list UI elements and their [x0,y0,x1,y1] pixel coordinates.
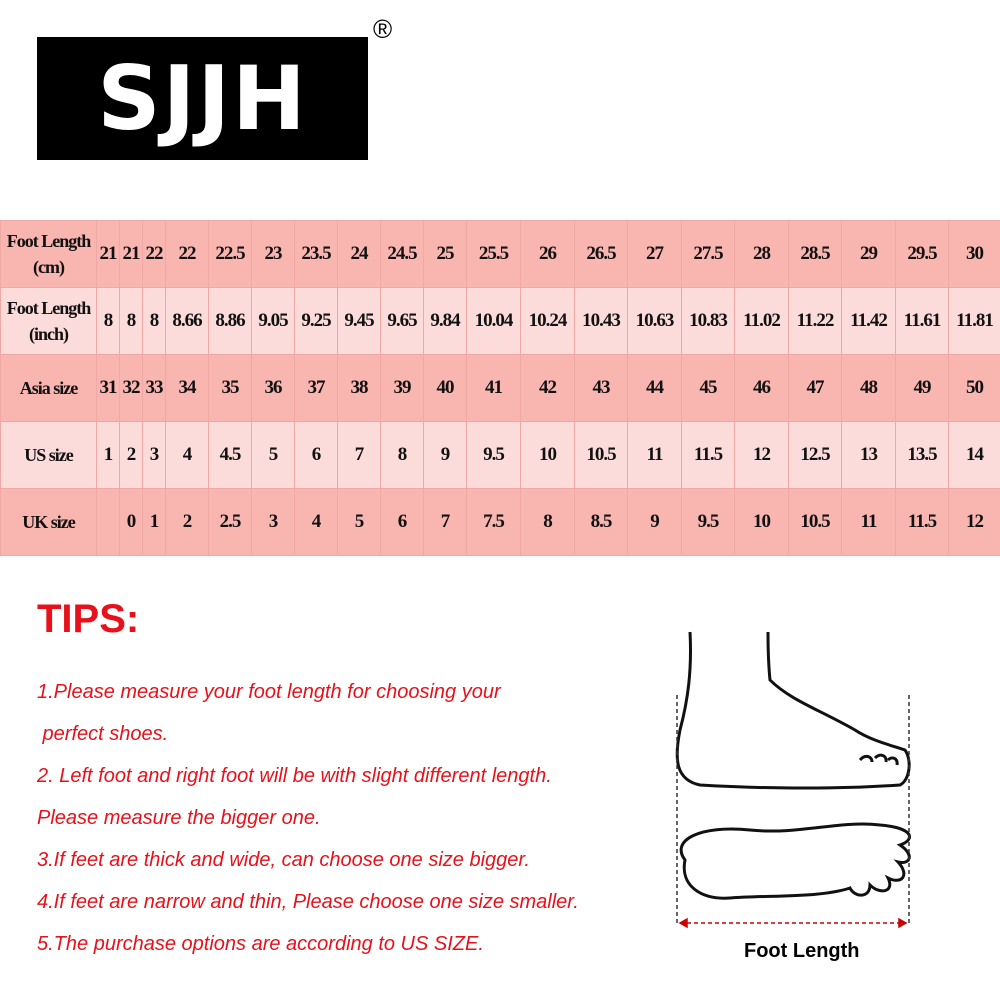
table-row [1,489,1000,556]
table-cell: 28.5 [789,221,842,288]
table-cell: 11.5 [682,422,735,489]
table-cell: 25 [424,221,467,288]
table-cell: 8 [97,288,120,355]
table-cell: 8 [521,489,575,556]
table-cell: 3 [143,422,166,489]
table-cell: 24.5 [381,221,424,288]
table-cell: 10.04 [467,288,521,355]
table-cell: 10 [521,422,575,489]
table-cell: 14 [949,422,1000,489]
table-cell: 8.5 [575,489,628,556]
table-cell: 29.5 [896,221,949,288]
table-cell: 12 [735,422,789,489]
row-header: UK size [1,489,97,556]
table-cell: 11 [842,489,896,556]
side-foot-icon [677,632,909,788]
table-cell: 23.5 [295,221,338,288]
table-cell: 22.5 [209,221,252,288]
foot-measure-diagram [670,630,920,940]
table-row [1,422,1000,489]
table-cell: 30 [949,221,1000,288]
table-cell: 10.24 [521,288,575,355]
table-cell [97,489,120,556]
table-cell: 22 [143,221,166,288]
table-cell: 10.5 [789,489,842,556]
table-cell: 1 [143,489,166,556]
table-row [1,288,1000,355]
top-foot-icon [681,824,909,898]
table-cell: 3 [252,489,295,556]
table-cell: 9.25 [295,288,338,355]
table-cell: 8 [120,288,143,355]
tip-line: Please measure the bigger one. [37,807,321,829]
tip-line: 1.Please measure your foot length for choosing your [37,681,501,703]
table-cell: 27.5 [682,221,735,288]
table-cell: 4.5 [209,422,252,489]
table-cell: 11.81 [949,288,1000,355]
table-cell: 46 [735,355,789,422]
table-cell: 6 [295,422,338,489]
table-cell: 11.5 [896,489,949,556]
table-cell: 9 [628,489,682,556]
table-cell: 31 [97,355,120,422]
table-cell: 8.86 [209,288,252,355]
table-cell: 2 [166,489,209,556]
tip-line: perfect shoes. [37,723,169,745]
table-cell: 11.22 [789,288,842,355]
tip-line: 2. Left foot and right foot will be with slight different length. [37,765,552,787]
table-cell: 10.63 [628,288,682,355]
table-cell: 0 [120,489,143,556]
registered-mark: ® [373,14,393,44]
table-cell: 47 [789,355,842,422]
table-cell: 11 [628,422,682,489]
table-cell: 1 [97,422,120,489]
table-row [1,221,1000,288]
table-cell: 21 [97,221,120,288]
table-cell: 6 [381,489,424,556]
table-cell: 25.5 [467,221,521,288]
table-cell: 8.66 [166,288,209,355]
table-cell: 27 [628,221,682,288]
table-cell: 5 [252,422,295,489]
table-cell: 8 [143,288,166,355]
brand-logo: SJJH [37,37,368,160]
table-cell: 13.5 [896,422,949,489]
tip-line: 3.If feet are thick and wide, can choose one size bigger. [37,849,530,871]
table-cell: 40 [424,355,467,422]
table-cell: 10 [735,489,789,556]
table-cell: 9.65 [381,288,424,355]
row-header: Foot Length (cm) [1,221,97,288]
table-cell: 8 [381,422,424,489]
table-cell: 4 [166,422,209,489]
table-cell: 10.83 [682,288,735,355]
table-cell: 9.45 [338,288,381,355]
table-cell: 7.5 [467,489,521,556]
table-cell: 26 [521,221,575,288]
row-header: Foot Length (inch) [1,288,97,355]
table-row [1,355,1000,422]
table-cell: 45 [682,355,735,422]
table-cell: 11.02 [735,288,789,355]
table-cell: 50 [949,355,1000,422]
table-cell: 29 [842,221,896,288]
table-cell: 9.84 [424,288,467,355]
table-cell: 9 [424,422,467,489]
table-cell: 41 [467,355,521,422]
table-cell: 11.61 [896,288,949,355]
foot-length-label: Foot Length [744,940,860,962]
table-cell: 24 [338,221,381,288]
table-cell: 34 [166,355,209,422]
table-cell: 9.05 [252,288,295,355]
table-cell: 23 [252,221,295,288]
table-cell: 11.42 [842,288,896,355]
table-cell: 10.5 [575,422,628,489]
row-header: Asia size [1,355,97,422]
size-chart-table [0,220,1000,556]
row-header: US size [1,422,97,489]
table-cell: 2.5 [209,489,252,556]
tip-line: 5.The purchase options are according to US SIZE. [37,933,484,955]
table-cell: 43 [575,355,628,422]
table-cell: 38 [338,355,381,422]
table-cell: 4 [295,489,338,556]
table-cell: 9.5 [467,422,521,489]
table-cell: 35 [209,355,252,422]
table-cell: 39 [381,355,424,422]
table-cell: 32 [120,355,143,422]
table-cell: 28 [735,221,789,288]
table-cell: 37 [295,355,338,422]
tips-title: TIPS: [37,597,140,641]
table-cell: 12.5 [789,422,842,489]
table-cell: 42 [521,355,575,422]
table-cell: 12 [949,489,1000,556]
table-cell: 9.5 [682,489,735,556]
table-cell: 22 [166,221,209,288]
table-cell: 44 [628,355,682,422]
table-cell: 7 [424,489,467,556]
tip-line: 4.If feet are narrow and thin, Please choose one size smaller. [37,891,579,913]
table-cell: 26.5 [575,221,628,288]
table-cell: 21 [120,221,143,288]
table-cell: 49 [896,355,949,422]
table-cell: 13 [842,422,896,489]
table-cell: 33 [143,355,166,422]
table-cell: 5 [338,489,381,556]
table-cell: 7 [338,422,381,489]
table-cell: 2 [120,422,143,489]
table-cell: 10.43 [575,288,628,355]
table-cell: 36 [252,355,295,422]
table-cell: 48 [842,355,896,422]
